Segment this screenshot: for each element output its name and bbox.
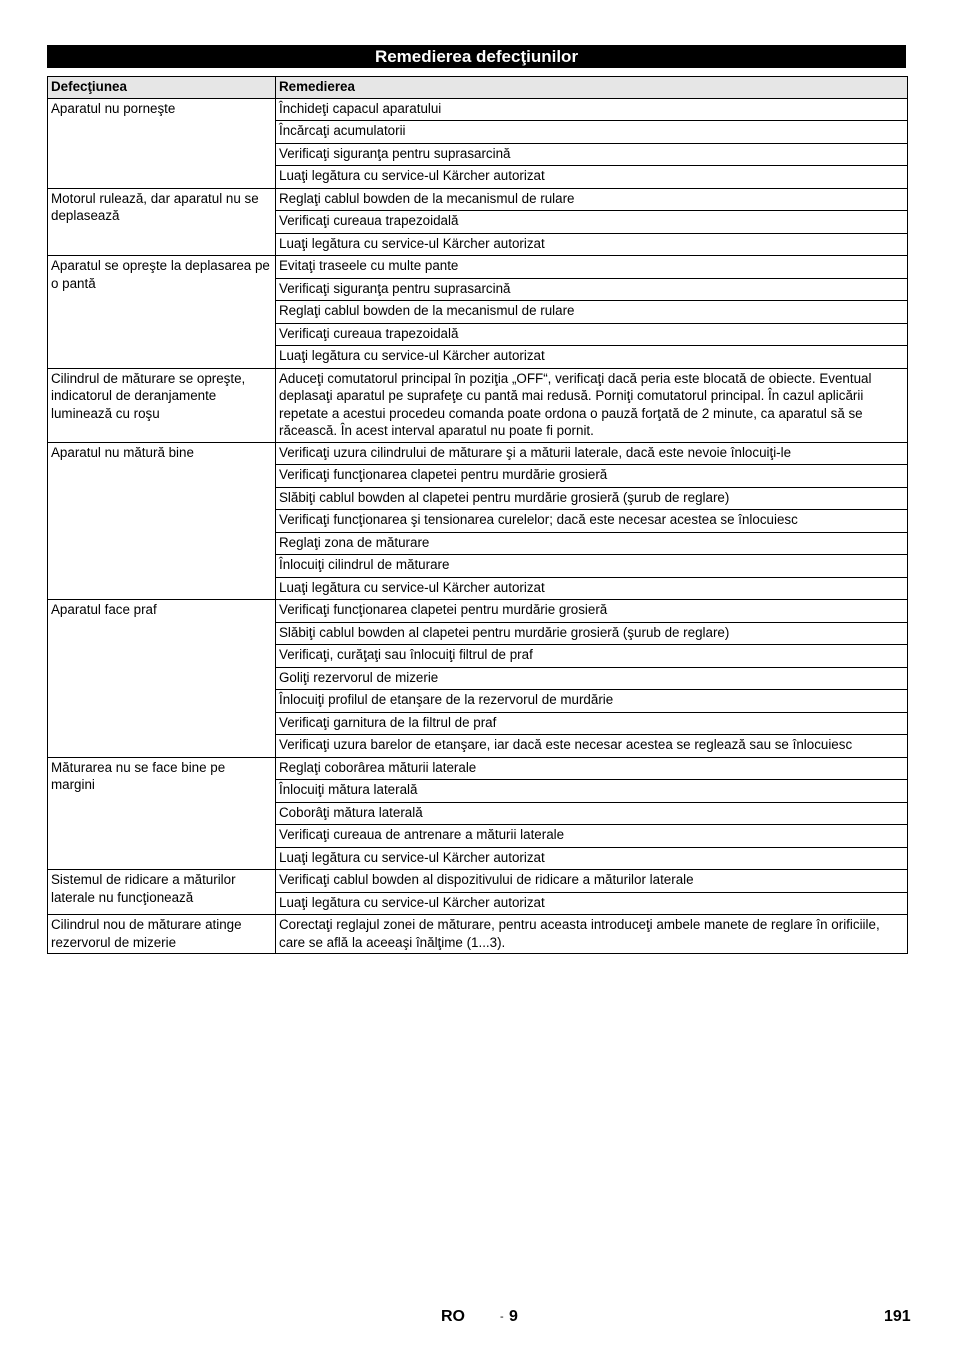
remedy-cell: Verificaţi uzura cilindrului de măturare şi a măturii laterale, dacă este nevoie înlocuiţi-le (276, 442, 908, 465)
table-row (48, 188, 908, 211)
remedy-cell: Verificaţi cureaua de antrenare a măturii laterale (276, 825, 908, 848)
table-row (48, 256, 908, 279)
table-row (48, 600, 908, 623)
remedy-cell: Luaţi legătura cu service-ul Kärcher autorizat (276, 577, 908, 600)
fault-cell: Sistemul de ridicare a măturilor laterale nu funcţionează (48, 870, 276, 915)
remedy-cell: Verificaţi cablul bowden al dispozitivului de ridicare a măturilor laterale (276, 870, 908, 893)
fault-cell: Aparatul face praf (48, 600, 276, 758)
remedy-cell: Luaţi legătura cu service-ul Kärcher autorizat (276, 233, 908, 256)
remedy-cell: Corectaţi reglajul zonei de măturare, pentru aceasta introduceţi ambele manete de reglare în orificiile, care se află la aceeaşi înălţime (1...3). (276, 915, 908, 954)
remedy-cell: Slăbiţi cablul bowden al clapetei pentru murdărie grosieră (şurub de reglare) (276, 487, 908, 510)
remedy-cell: Verificaţi funcţionarea clapetei pentru murdărie grosieră (276, 600, 908, 623)
footer-language: RO (441, 1308, 465, 1325)
remedy-cell: Înlocuiţi mătura laterală (276, 780, 908, 803)
table-row (48, 915, 908, 954)
header-fault: Defecţiunea (48, 77, 276, 99)
remedy-cell: Aduceţi comutatorul principal în poziţia „OFF“, verificaţi dacă peria este blocată de obiecte. Eventual deplasaţi aparatul pe suprafeţe cu pantă mai redusă. Porniţi comutatorul principal. În cazul aplicării repetate a acestui procedeu comanda poate ordona o pauză forţată de 2 minute, ca aparatul să se răcească. În acest interval aparatul nu poate fi pornit. (276, 368, 908, 442)
table-row (48, 757, 908, 780)
remedy-cell: Închideţi capacul aparatului (276, 98, 908, 121)
fault-cell: Cilindrul nou de măturare atinge rezervorul de mizerie (48, 915, 276, 954)
header-remedy: Remedierea (276, 77, 908, 99)
remedy-cell: Verificaţi siguranţa pentru suprasarcină (276, 278, 908, 301)
remedy-cell: Luaţi legătura cu service-ul Kärcher autorizat (276, 847, 908, 870)
remedy-cell: Reglaţi coborârea măturii laterale (276, 757, 908, 780)
fault-cell: Motorul rulează, dar aparatul nu se deplasează (48, 188, 276, 256)
remedy-cell: Luaţi legătura cu service-ul Kärcher autorizat (276, 166, 908, 189)
table-row (48, 368, 908, 442)
fault-cell: Aparatul nu porneşte (48, 98, 276, 188)
remedy-cell: Goliţi rezervorul de mizerie (276, 667, 908, 690)
table-body (48, 98, 908, 954)
footer-page-number: 191 (884, 1308, 911, 1325)
remedy-cell: Luaţi legătura cu service-ul Kärcher autorizat (276, 346, 908, 369)
remedy-cell: Verificaţi funcţionarea clapetei pentru murdărie grosieră (276, 465, 908, 488)
fault-cell: Aparatul se opreşte la deplasarea pe o pantă (48, 256, 276, 369)
remedy-cell: Încărcaţi acumulatorii (276, 121, 908, 144)
remedy-cell: Luaţi legătura cu service-ul Kärcher autorizat (276, 892, 908, 915)
table-header-row (48, 77, 908, 99)
remedy-cell: Slăbiţi cablul bowden al clapetei pentru murdărie grosieră (şurub de reglare) (276, 622, 908, 645)
remedy-cell: Verificaţi funcţionarea şi tensionarea curelelor; dacă este necesar acestea se înlocuiesc (276, 510, 908, 533)
remedy-cell: Verificaţi cureaua trapezoidală (276, 211, 908, 234)
fault-cell: Cilindrul de măturare se opreşte, indicatorul de deranjamente luminează cu roşu (48, 368, 276, 442)
table-row (48, 870, 908, 893)
page-title: Remedierea defecţiunilor (47, 45, 906, 68)
remedy-cell: Coborâţi mătura laterală (276, 802, 908, 825)
table-row (48, 98, 908, 121)
remedy-cell: Reglaţi cablul bowden de la mecanismul de rulare (276, 188, 908, 211)
remedy-cell: Verificaţi garnitura de la filtrul de praf (276, 712, 908, 735)
remedy-cell: Verificaţi siguranţa pentru suprasarcină (276, 143, 908, 166)
fault-cell: Măturarea nu se face bine pe margini (48, 757, 276, 870)
fault-cell: Aparatul nu mătură bine (48, 442, 276, 600)
remedy-cell: Verificaţi uzura barelor de etanşare, iar dacă este necesar acestea se reglează sau se înlocuiesc (276, 735, 908, 758)
remedy-cell: Reglaţi cablul bowden de la mecanismul de rulare (276, 301, 908, 324)
footer-separator: - (500, 1311, 504, 1323)
remedy-cell: Verificaţi, curăţaţi sau înlocuiţi filtrul de praf (276, 645, 908, 668)
remedy-cell: Reglaţi zona de măturare (276, 532, 908, 555)
remedy-cell: Evitaţi traseele cu multe pante (276, 256, 908, 279)
footer-section-page: 9 (509, 1308, 518, 1325)
remedy-cell: Înlocuiţi cilindrul de măturare (276, 555, 908, 578)
table-row (48, 442, 908, 465)
remedy-cell: Înlocuiţi profilul de etanşare de la rezervorul de murdărie (276, 690, 908, 713)
remedy-cell: Verificaţi cureaua trapezoidală (276, 323, 908, 346)
troubleshooting-table (47, 76, 908, 954)
